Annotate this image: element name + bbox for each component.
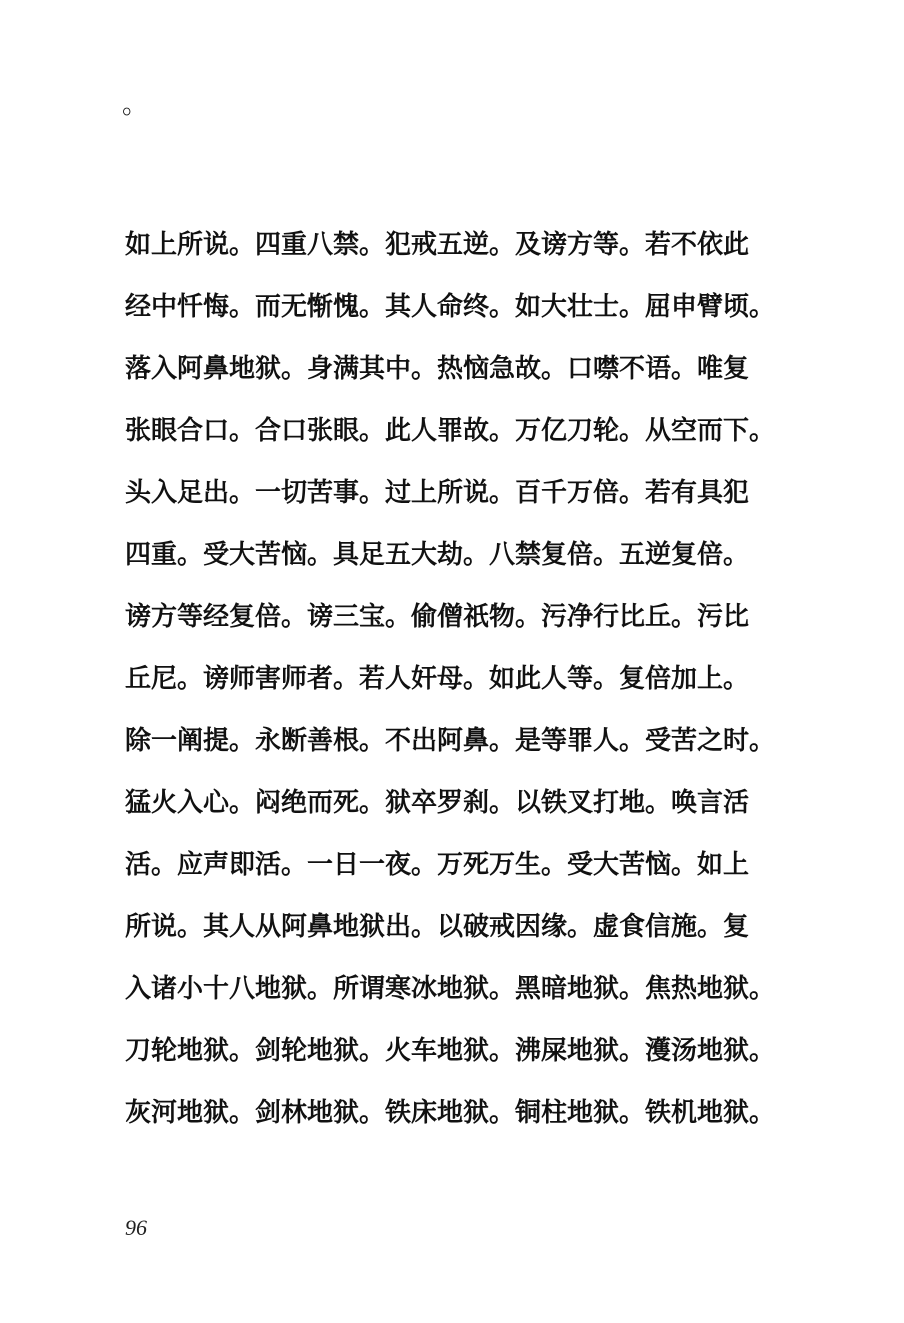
- body-text: [125, 214, 776, 1144]
- text-line: 如上所说。四重八禁。犯戒五逆。及谤方等。若不依此: [125, 230, 750, 260]
- text-line: 经中忏悔。而无惭愧。其人命终。如大壮士。屈申臂顷。: [125, 292, 776, 322]
- text-line: 落入阿鼻地狱。身满其中。热恼急故。口噤不语。唯复: [125, 354, 750, 384]
- text-line: 头入足出。一切苦事。过上所说。百千万倍。若有具犯: [125, 478, 750, 508]
- text-line: 除一阐提。永断善根。不出阿鼻。是等罪人。受苦之时。: [125, 726, 776, 756]
- text-line: 灰河地狱。剑林地狱。铁床地狱。铜柱地狱。铁机地狱。: [125, 1098, 776, 1128]
- text-line: 入诸小十八地狱。所谓寒冰地狱。黑暗地狱。焦热地狱。: [125, 974, 776, 1004]
- text-line: 四重。受大苦恼。具足五大劫。八禁复倍。五逆复倍。: [125, 540, 750, 570]
- top-punctuation-mark: 。: [122, 90, 149, 120]
- text-line: 所说。其人从阿鼻地狱出。以破戒因缘。虚食信施。复: [125, 912, 750, 942]
- text-line: 刀轮地狱。剑轮地狱。火车地狱。沸屎地狱。濩汤地狱。: [125, 1036, 776, 1066]
- text-line: 张眼合口。合口张眼。此人罪故。万亿刀轮。从空而下。: [125, 416, 776, 446]
- text-line: 丘尼。谤师害师者。若人奸母。如此人等。复倍加上。: [125, 664, 750, 694]
- text-line: 猛火入心。闷绝而死。狱卒罗刹。以铁叉打地。唤言活: [125, 788, 750, 818]
- text-line: 活。应声即活。一日一夜。万死万生。受大苦恼。如上: [125, 850, 750, 880]
- text-line: 谤方等经复倍。谤三宝。偷僧祇物。污净行比丘。污比: [125, 602, 750, 632]
- page-number: 96: [125, 1215, 147, 1240]
